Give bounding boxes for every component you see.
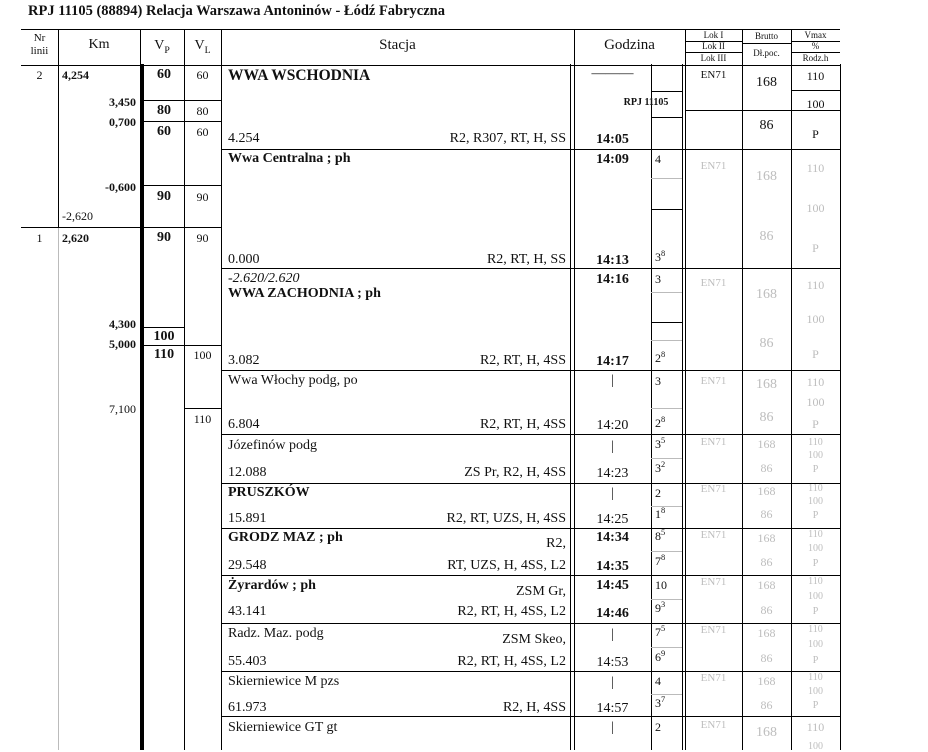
rodz-value: P <box>812 558 819 569</box>
station-info: R2, H, 4SS <box>502 700 566 715</box>
length-value: 86 <box>759 229 774 244</box>
time-bar: | <box>611 486 614 501</box>
vmax-value: 110 <box>808 576 823 587</box>
stop-time: 4 <box>655 152 661 166</box>
vp-value: 90 <box>157 230 171 245</box>
station-info: R2, R307, RT, H, SS <box>449 131 566 146</box>
station-info: ZS Pr, R2, H, 4SS <box>464 465 566 480</box>
loco-type: EN71 <box>700 277 727 289</box>
rodz-value: P <box>812 655 819 666</box>
stop-time: $3^2$ <box>655 460 666 475</box>
vp-value: 60 <box>157 124 171 139</box>
station-name: Żyrardów ; ph <box>228 578 316 593</box>
brutto-value: 168 <box>757 626 776 640</box>
header-lok-2: Lok II <box>702 41 725 51</box>
brutto-value: 168 <box>757 674 776 688</box>
percent-value: 100 <box>808 591 823 602</box>
time-value: 14:45 <box>596 578 629 593</box>
vmax-value: 110 <box>808 529 823 540</box>
stop-time: $8^5$ <box>655 528 666 543</box>
stop-time: $7^8$ <box>655 553 666 568</box>
length-value: 86 <box>760 461 773 475</box>
station-info-top: ZSM Skeo, <box>502 632 566 647</box>
rodz-value: P <box>812 464 819 475</box>
length-value: 86 <box>760 603 773 617</box>
header-godzina: Godzina <box>604 37 655 53</box>
vl-value: 100 <box>193 348 212 362</box>
stop-time: 4 <box>655 674 661 688</box>
loco-type: EN71 <box>700 69 727 81</box>
header-brutto: Brutto <box>754 31 778 41</box>
loco-type: EN71 <box>700 436 727 448</box>
loco-type: EN71 <box>700 672 727 684</box>
station-km: 3.082 <box>228 353 260 368</box>
brutto-value: 168 <box>757 484 776 498</box>
stop-time: 2 <box>655 720 661 734</box>
time-value: 14:53 <box>596 655 629 670</box>
vmax-value: 110 <box>806 375 825 389</box>
vp-value: 60 <box>157 67 171 82</box>
station-km: 12.088 <box>228 465 267 480</box>
station-info: R2, RT, H, 4SS <box>479 417 566 432</box>
stop-time: $1^8$ <box>655 506 666 521</box>
stop-time: $3^8$ <box>655 249 666 264</box>
km-value: 0,700 <box>109 115 136 129</box>
station-name: WWA WSCHODNIA <box>228 67 371 84</box>
station-km: 61.973 <box>228 700 267 715</box>
header-rodz: Rodz.h <box>802 53 829 63</box>
time-value: 14:16 <box>596 272 629 287</box>
length-value: 86 <box>760 555 773 569</box>
rodz-value: P <box>812 700 819 711</box>
header-km: Km <box>88 37 110 52</box>
station-name: WWA ZACHODNIA ; ph <box>228 286 381 301</box>
time-value: 14:05 <box>596 132 629 147</box>
station-info: R2, RT, H, 4SS <box>479 353 566 368</box>
rodz-value: P <box>812 127 819 141</box>
vmax-value: 110 <box>808 437 823 448</box>
brutto-value: 168 <box>756 75 777 90</box>
stop-time: $6^9$ <box>655 649 666 664</box>
station-info: R2, RT, H, 4SS, L2 <box>457 604 566 619</box>
percent-value: 100 <box>808 496 823 507</box>
station-km-prefix: -2.620/2.620 <box>228 271 300 286</box>
vmax-value: 110 <box>806 161 825 175</box>
header-dl-poc: Dł.poc. <box>753 48 780 58</box>
station-name: Skierniewice M pzs <box>228 674 340 689</box>
station-name: Skierniewice GT gt <box>228 720 338 735</box>
vl-value: 90 <box>196 231 209 245</box>
station-km: 55.403 <box>228 654 267 669</box>
length-value: 86 <box>760 507 773 521</box>
km-value: -0,600 <box>105 180 136 194</box>
time-value: 14:35 <box>596 559 629 574</box>
time-value: 14:20 <box>596 418 629 433</box>
time-bar: | <box>611 373 614 388</box>
brutto-value: 168 <box>756 377 777 392</box>
station-name: Wwa Centralna ; ph <box>228 151 351 166</box>
station-km: 29.548 <box>228 558 267 573</box>
stop-time: $3^7$ <box>655 695 666 710</box>
vmax-value: 110 <box>808 483 823 494</box>
loco-type: EN71 <box>700 719 727 731</box>
vl-value: 110 <box>193 412 212 426</box>
station-info: RT, UZS, H, 4SS, L2 <box>447 558 566 573</box>
percent-value: 100 <box>808 686 823 697</box>
timetable-body <box>21 64 840 750</box>
header-lok-1: Lok I <box>703 30 724 40</box>
stop-time: 3 <box>655 272 661 286</box>
stop-time: 3 <box>655 374 661 388</box>
loco-type: EN71 <box>700 624 727 636</box>
header-lok-3: Lok III <box>700 53 727 63</box>
page-title: RPJ 11105 (88894) Relacja Warszawa Antoninów - Łódź Fabryczna <box>28 3 445 19</box>
time-value: 14:46 <box>596 606 629 621</box>
percent-value: 100 <box>808 741 823 752</box>
vmax-value: 110 <box>808 672 823 683</box>
station-info: R2, RT, H, 4SS, L2 <box>457 654 566 669</box>
rodz-value: P <box>812 417 819 431</box>
vp-value: 90 <box>157 189 171 204</box>
vmax-value: 110 <box>808 624 823 635</box>
station-km: 6.804 <box>228 417 260 432</box>
brutto-value: 168 <box>757 578 776 592</box>
km-value: 4,254 <box>62 68 89 82</box>
header-vmax: Vmax <box>804 30 827 40</box>
brutto-value: 168 <box>756 725 777 740</box>
station-km: 4.254 <box>228 131 260 146</box>
station-name: GRODZ MAZ ; ph <box>228 530 343 545</box>
time-value: 14:34 <box>596 530 629 545</box>
loco-type: EN71 <box>700 529 727 541</box>
vp-value: 110 <box>153 347 175 362</box>
percent-value: 100 <box>808 450 823 461</box>
vl-value: 60 <box>196 125 209 139</box>
stop-time: 10 <box>655 578 667 592</box>
km-value: -2,620 <box>62 209 93 223</box>
vmax-value: 110 <box>806 69 825 83</box>
loco-type: EN71 <box>700 160 727 172</box>
time-bar: | <box>611 627 614 642</box>
table-header <box>21 29 840 66</box>
stop-time: $9^3$ <box>655 600 666 615</box>
time-dash: ——— <box>591 66 634 81</box>
length-value: 86 <box>760 651 773 665</box>
loco-type: EN71 <box>700 576 727 588</box>
station-name: PRUSZKÓW <box>228 485 310 500</box>
time-bar: | <box>611 720 614 735</box>
brutto-value: 168 <box>757 531 776 545</box>
time-value: 14:09 <box>596 152 629 167</box>
header-percent: % <box>811 41 820 51</box>
station-name: Radz. Maz. podg <box>228 626 324 641</box>
time-value: 14:25 <box>596 512 629 527</box>
vl-value: 90 <box>196 190 209 204</box>
station-km: 43.141 <box>228 604 267 619</box>
time-value: 14:17 <box>596 354 629 369</box>
station-info-top: ZSM Gr, <box>516 584 566 599</box>
station-km: 0.000 <box>228 252 260 267</box>
station-km: 15.891 <box>228 511 267 526</box>
length-value: 86 <box>759 118 774 133</box>
station-info: R2, RT, UZS, H, 4SS <box>446 511 566 526</box>
stop-time: $2^8$ <box>655 415 666 430</box>
line-number: 1 <box>36 231 43 245</box>
vmax-value: 110 <box>806 278 825 292</box>
time-value: 14:23 <box>596 466 629 481</box>
time-bar: | <box>611 675 614 690</box>
percent-value: 100 <box>806 395 825 409</box>
header-vl: $V_L$ <box>194 38 211 56</box>
vl-value: 80 <box>196 104 209 118</box>
vmax-value: 110 <box>806 720 825 734</box>
header-nr-linii: Nr linii <box>30 32 49 57</box>
km-value: 4,300 <box>109 317 136 331</box>
km-value: 3,450 <box>109 95 136 109</box>
vp-value: 100 <box>153 329 175 344</box>
percent-value: 100 <box>806 201 825 215</box>
stop-time: $2^8$ <box>655 350 666 365</box>
percent-value: 100 <box>806 312 825 326</box>
station-name: Józefinów podg <box>228 438 318 453</box>
station-name: Wwa Włochy podg, po <box>228 373 358 388</box>
percent-value: 100 <box>808 639 823 650</box>
brutto-value: 168 <box>757 437 776 451</box>
brutto-value: 168 <box>756 287 777 302</box>
brutto-value: 168 <box>756 169 777 184</box>
loco-type: EN71 <box>700 375 727 387</box>
km-value: 7,100 <box>109 402 136 416</box>
rodz-value: P <box>812 347 819 361</box>
km-value: 5,000 <box>109 337 136 351</box>
time-value: 14:57 <box>596 701 629 716</box>
loco-type: EN71 <box>700 483 727 495</box>
vp-value: 80 <box>157 103 171 118</box>
percent-value: 100 <box>806 97 825 111</box>
length-value: 86 <box>759 410 774 425</box>
stop-time: 2 <box>655 486 661 500</box>
percent-value: 100 <box>808 543 823 554</box>
train-number: RPJ 11105 <box>623 97 669 108</box>
time-value: 14:13 <box>596 253 629 268</box>
station-info: R2, RT, H, SS <box>486 252 566 267</box>
length-value: 86 <box>760 698 773 712</box>
stop-time: $7^5$ <box>655 624 666 639</box>
rodz-value: P <box>812 606 819 617</box>
rodz-value: P <box>812 510 819 521</box>
stop-time: $3^5$ <box>655 436 666 451</box>
length-value: 86 <box>759 336 774 351</box>
header-vp: $V_P$ <box>154 38 170 56</box>
km-value: 2,620 <box>62 231 89 245</box>
station-info-top: R2, <box>546 536 566 551</box>
time-bar: | <box>611 439 614 454</box>
rodz-value: P <box>812 241 819 255</box>
line-number: 2 <box>36 68 43 82</box>
vl-value: 60 <box>196 68 209 82</box>
header-stacja: Stacja <box>379 37 416 53</box>
